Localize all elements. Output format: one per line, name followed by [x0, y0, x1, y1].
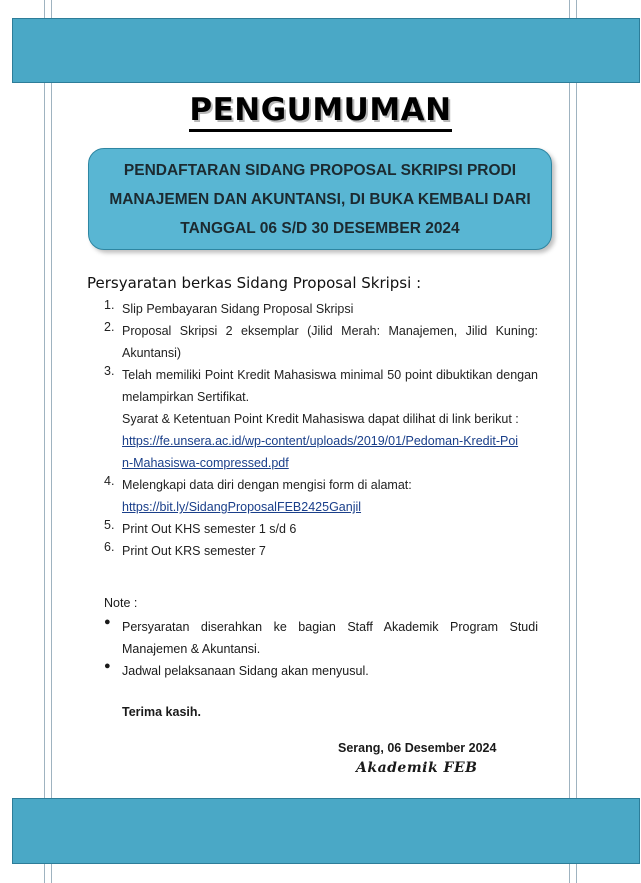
- list-item: [104, 298, 538, 320]
- item-number: 2.: [104, 320, 115, 334]
- signature-date: Serang, 06 Desember 2024: [338, 741, 497, 755]
- form-link[interactable]: https://bit.ly/SidangProposalFEB2425Ganjil: [122, 500, 362, 514]
- bullet-icon: ●: [104, 616, 111, 628]
- item-text: Melengkapi data diri dengan mengisi form di alamat:: [122, 478, 412, 492]
- item-number: 5.: [104, 518, 115, 532]
- item-number: 4.: [104, 474, 115, 488]
- list-item: [104, 364, 538, 474]
- list-item: [104, 320, 538, 364]
- closing-text: Terima kasih.: [122, 705, 201, 719]
- footer-band: [12, 798, 640, 864]
- list-item: [104, 474, 538, 518]
- signature-name: Akademik FEB: [356, 760, 478, 776]
- item-text: Print Out KRS semester 7: [122, 544, 266, 558]
- item-text: Print Out KHS semester 1 s/d 6: [122, 522, 297, 536]
- note-list: [104, 616, 538, 682]
- bullet-text: Persyaratan diserahkan ke bagian Staff Akademik Program Studi Manajemen & Akuntansi.: [122, 620, 538, 656]
- point-kredit-link[interactable]: https://fe.unsera.ac.id/wp-content/uploads/2019/01/Pedoman-Kredit-Poin-Mahasiswa-compressed.pdf: [122, 434, 519, 470]
- header-band: [12, 18, 640, 83]
- banner-line-3: TANGGAL 06 S/D 30 DESEMBER 2024: [180, 219, 460, 237]
- note-label: Note :: [104, 596, 138, 610]
- requirements-list: [104, 298, 538, 562]
- bullet-icon: ●: [104, 660, 111, 672]
- item-number: 3.: [104, 364, 115, 378]
- list-item: [104, 540, 538, 562]
- page-title: PENGUMUMAN: [0, 92, 641, 128]
- list-item: [104, 518, 538, 540]
- frame-line-left: [44, 0, 52, 883]
- banner-line-2: MANAJEMEN DAN AKUNTANSI, DI BUKA KEMBALI DARI: [109, 190, 531, 208]
- item-number: 6.: [104, 540, 115, 554]
- item-subtext: Syarat & Ketentuan Point Kredit Mahasiswa dapat dilihat di link berikut :: [122, 412, 519, 426]
- item-number: 1.: [104, 298, 115, 312]
- item-text: Proposal Skripsi 2 eksemplar (Jilid Merah: Manajemen, Jilid Kuning: Akuntansi): [122, 324, 538, 360]
- frame-line-right: [569, 0, 577, 883]
- announcement-banner: [88, 148, 552, 250]
- requirements-heading: Persyaratan berkas Sidang Proposal Skripsi :: [87, 274, 422, 292]
- item-text: Telah memiliki Point Kredit Mahasiswa minimal 50 point dibuktikan dengan melampirkan Sertifikat.: [122, 368, 538, 404]
- bullet-text: Jadwal pelaksanaan Sidang akan menyusul.: [122, 664, 369, 678]
- list-item: [104, 616, 538, 660]
- list-item: [104, 660, 538, 682]
- item-text: Slip Pembayaran Sidang Proposal Skripsi: [122, 302, 354, 316]
- banner-line-1: PENDAFTARAN SIDANG PROPOSAL SKRIPSI PRODI: [123, 161, 517, 179]
